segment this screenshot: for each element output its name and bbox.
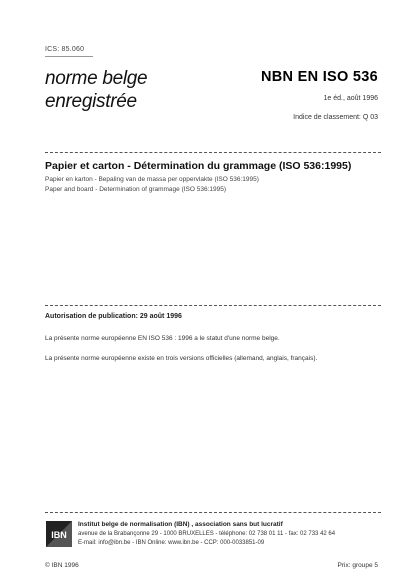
status-paragraph: La présente norme européenne EN ISO 536 : 1996 a le statut d'une norme belge. [45,335,280,342]
divider-middle [45,305,381,306]
title-dutch: Papier en karton - Bepaling van de massa per oppervlakte (ISO 536:1995) [45,176,259,183]
brand-line-1: norme belge [45,68,148,89]
document-title: Papier et carton - Détermination du grammage (ISO 536:1995) [45,160,352,172]
brand-line-2: enregistrée [45,91,137,112]
divider-top [45,152,381,153]
edition-date: 1e éd., août 1996 [323,95,378,102]
price-group: Prix: groupe 5 [337,562,378,569]
standard-number: NBN EN ISO 536 [260,69,378,85]
title-english: Paper and board - Determination of grammage (ISO 536:1995) [45,186,227,193]
divider-bottom [45,512,381,513]
classification-index: Indice de classement: Q 03 [293,114,378,121]
institute-name: Institut belge de normalisation (IBN) , association sans but lucratif [78,521,283,528]
ics-code: ICS: 85.060 [45,46,85,53]
copyright: © IBN 1996 [45,562,79,569]
institute-address: avenue de la Brabançonne 29 - 1000 BRUXELLES - téléphone: 02 738 01 11 - fax: 02 733 42 64 [78,531,336,537]
ics-underline [45,56,93,57]
authorization-date: Autorisation de publication: 29 août 1996 [45,313,182,320]
ibn-logo-icon [45,520,73,548]
logo-text: IBN [51,530,67,540]
versions-paragraph: La présente norme européenne existe en trois versions officielles (allemand, anglais, français). [45,355,318,362]
institute-contact: E-mail: info@ibn.be - IBN Online: www.ibn.be - CCP: 000-0033851-09 [78,540,265,546]
